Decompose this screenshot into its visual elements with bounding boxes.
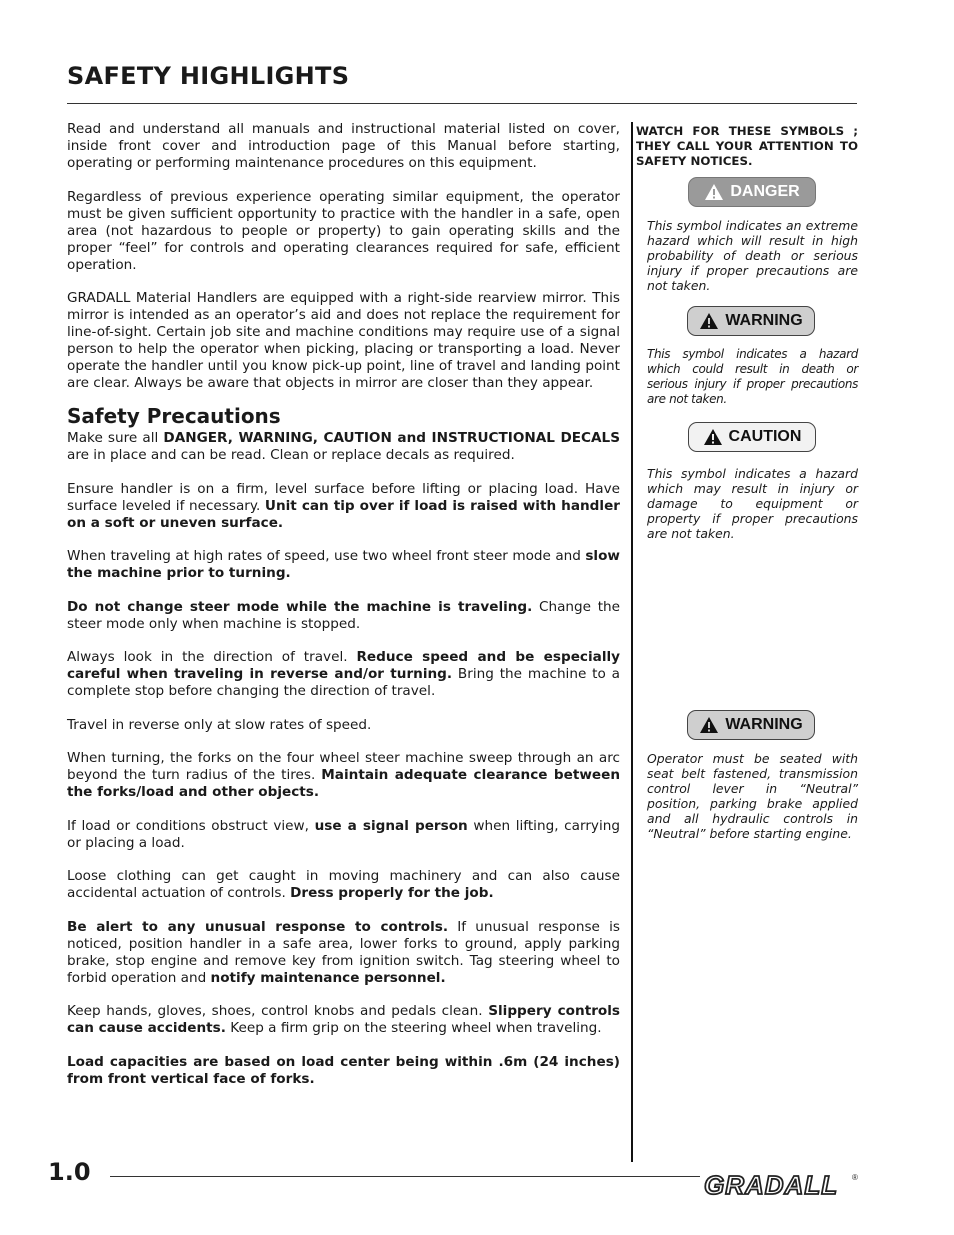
column-divider xyxy=(631,122,633,1162)
gradall-logo-text: GRADALL xyxy=(704,1170,839,1200)
title-divider xyxy=(67,103,857,104)
danger-label: DANGER xyxy=(730,183,800,200)
precaution-signal-person: If load or conditions obstruct view, use a signal person when lifting, carrying or placing a load. xyxy=(67,817,620,851)
intro-paragraph-2: Regardless of previous experience operating similar equipment, the operator must be given sufficient opportunity to practice with the handler in a safe, open area (not hazardous to people or property) to gain operating skills and the proper “feel” for controls and operating clearances required for safe, efficient operation. xyxy=(67,188,620,273)
danger-badge xyxy=(688,177,816,207)
sidebar-heading: WATCH FOR THESE SYMBOLS ; THEY CALL YOUR ATTENTION TO SAFETY NOTICES. xyxy=(636,124,858,168)
intro-paragraph-3: GRADALL Material Handlers are equipped with a right-side rearview mirror. This mirror is intended as an operator’s aid and does not replace the requirement for line-of-sight. Certain job site and machine conditions may require use of a signal person to help the operator when picking, placing or transporting a load. Never operate the handler until you know pick-up point, line of travel and landing point are clear. Always be aware that objects in mirror are closer than they appear. xyxy=(67,290,620,391)
caution-description: This symbol indicates a hazard which may result in injury or damage to equipment or property if proper precautions are not taken. xyxy=(647,466,858,541)
page-number: 1.0 xyxy=(48,1158,91,1186)
precaution-reverse-travel: Travel in reverse only at slow rates of speed. xyxy=(67,716,372,733)
warning-badge-operator xyxy=(687,710,815,740)
warning-description: This symbol indicates a hazard which could result in death or serious injury if proper precautions are not taken. xyxy=(647,347,858,406)
precaution-decals: Make sure all DANGER, WARNING, CAUTION and INSTRUCTIONAL DECALS are in place and can be read. Clean or replace decals as required. xyxy=(67,430,620,463)
danger-description: This symbol indicates an extreme hazard which will result in high probability of death or serious injury if proper precautions are not taken. xyxy=(647,218,858,293)
registered-mark: ® xyxy=(852,1173,858,1182)
main-column xyxy=(67,121,620,1104)
operator-seating-description: Operator must be seated with seat belt fastened, transmission control lever in “Neutral” position, parking brake applied and all hydraulic controls in “Neutral” before starting engine. xyxy=(647,751,858,841)
gradall-logo xyxy=(702,1168,858,1200)
precaution-high-speed: When traveling at high rates of speed, use two wheel front steer mode and slow the machine prior to turning. xyxy=(67,548,620,581)
precaution-clean-controls: Keep hands, gloves, shoes, control knobs and pedals clean. Slippery controls can cause accidents. Keep a firm grip on the steering wheel when traveling. xyxy=(67,1003,620,1036)
warning-triangle-icon xyxy=(699,716,719,734)
precaution-fork-clearance: When turning, the forks on the four wheel steer machine sweep through an arc beyond the turn radius of the tires. Maintain adequate clearance between the forks/load and other objects. xyxy=(67,750,620,800)
warning-triangle-icon xyxy=(704,183,724,201)
precaution-load-capacities: Load capacities are based on load center being within .6m (24 inches) from front vertical face of forks. xyxy=(67,1053,620,1087)
precaution-direction-of-travel: Always look in the direction of travel. Reduce speed and be especially careful when traveling in reverse and/or turning. Bring the machine to a complete stop before changing the direction of travel. xyxy=(67,649,620,699)
footer-divider xyxy=(110,1176,700,1177)
warning-label: WARNING xyxy=(725,716,803,733)
precaution-steer-mode: Do not change steer mode while the machine is traveling. Change the steer mode only when machine is stopped. xyxy=(67,598,621,632)
caution-label: CAUTION xyxy=(728,428,802,445)
precaution-firm-surface: Ensure handler is on a firm, level surface before lifting or placing load. Have surface leveled if necessary. Unit can tip over if load is raised with handler on a soft or uneven surface. xyxy=(67,480,621,531)
warning-triangle-icon xyxy=(703,428,723,446)
warning-triangle-icon xyxy=(699,312,719,330)
page-title: SAFETY HIGHLIGHTS xyxy=(67,62,350,90)
section-heading-safety-precautions: Safety Precautions xyxy=(67,404,281,428)
intro-paragraph-1: Read and understand all manuals and instructional material listed on cover, inside front cover and introduction page of this Manual before starting, operating or performing maintenance procedures on this equipment. xyxy=(67,121,620,171)
sidebar xyxy=(636,124,858,169)
warning-badge xyxy=(687,306,815,336)
precaution-clothing: Loose clothing can get caught in moving machinery and can also cause accidental actuation of controls. Dress properly for the job. xyxy=(67,868,620,901)
warning-label: WARNING xyxy=(725,312,803,329)
caution-badge xyxy=(688,422,816,452)
precaution-unusual-response: Be alert to any unusual response to controls. If unusual response is noticed, position handler in a safe area, lower forks to ground, apply parking brake, stop engine and remove key from ignition switch. Tag steering wheel to forbid operation and notify maintenance personnel. xyxy=(67,918,620,986)
